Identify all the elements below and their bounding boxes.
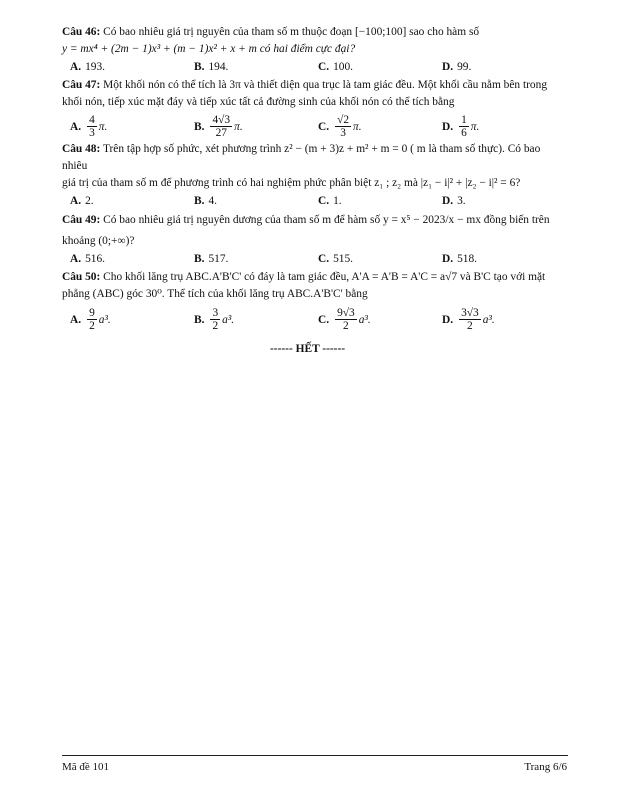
option-c[interactable] [318, 307, 442, 332]
option-c[interactable] [318, 251, 442, 267]
option-key: B. [194, 120, 205, 133]
numerator: 4√3 [212, 114, 231, 126]
option-value: 3. [457, 195, 466, 207]
option-key: D. [442, 253, 454, 265]
option-c[interactable] [318, 59, 442, 75]
question-47-line-1 [62, 77, 568, 94]
question-50-text-1: Cho khối lăng trụ ABC.A'B'C' có đáy là tam giác đều, A'A = A'B = A'C = a√7 và B'C tạo với mặt [103, 271, 546, 283]
question-48-line-2: giá trị của tham số m để phương trình có hai nghiệm phức phân biệt z₁ ; z₂ mà |z₁ − i|² + |z₂ − i|² = 6? [62, 177, 521, 189]
option-suffix: a³. [98, 313, 111, 326]
question-47-options [70, 114, 568, 139]
question-49-label: Câu 49: [62, 214, 101, 226]
question-47-label: Câu 47: [62, 79, 101, 91]
end-marker: ------ HẾT ------ [270, 343, 346, 355]
option-a[interactable] [70, 307, 194, 332]
question-46-line-2: y = mx⁴ + (2m − 1)x³ + (m − 1)x² + x + m có hai điểm cực đại? [62, 43, 356, 55]
option-value: 100. [333, 61, 354, 73]
option-key: D. [442, 120, 454, 133]
option-key: B. [194, 313, 205, 326]
numerator: 9 [89, 307, 95, 319]
denominator: 3 [340, 127, 346, 139]
option-key: B. [194, 61, 205, 73]
option-value: 4. [208, 195, 217, 207]
question-50 [62, 269, 568, 332]
question-49-line-1 [62, 212, 568, 229]
option-value: 194. [208, 61, 229, 73]
option-value: 517. [208, 253, 229, 265]
option-key: A. [70, 253, 82, 265]
fraction [459, 114, 469, 139]
option-b[interactable] [194, 114, 318, 139]
question-50-line-1 [62, 269, 568, 286]
option-d[interactable] [442, 193, 566, 209]
option-key: B. [194, 253, 205, 265]
option-value: 518. [457, 253, 478, 265]
option-suffix: a³. [222, 313, 235, 326]
option-key: A. [70, 313, 82, 326]
question-46-line-1 [62, 24, 568, 41]
question-46 [62, 24, 568, 75]
fraction [210, 114, 232, 139]
option-value: 193. [85, 61, 106, 73]
question-48-text-1: Trên tập hợp số phức, xét phương trình z² − (m + 3)z + m² + m = 0 ( m là tham số thực). Có bao nhiêu [62, 143, 541, 172]
option-a[interactable] [70, 251, 194, 267]
option-value: 516. [85, 253, 106, 265]
exam-page [62, 24, 568, 334]
numerator: √2 [337, 114, 350, 126]
question-47 [62, 77, 568, 139]
option-suffix: π. [234, 120, 243, 133]
option-b[interactable] [194, 251, 318, 267]
option-key: C. [318, 120, 330, 133]
option-key: D. [442, 313, 454, 326]
numerator: 3√3 [461, 307, 479, 319]
question-48 [62, 141, 568, 209]
option-suffix: a³. [358, 313, 371, 326]
numerator: 1 [461, 114, 467, 126]
option-value: 1. [333, 195, 342, 207]
option-suffix: a³. [482, 313, 495, 326]
option-key: C. [318, 61, 330, 73]
option-key: C. [318, 195, 330, 207]
option-b[interactable] [194, 59, 318, 75]
denominator: 2 [343, 320, 349, 332]
fraction [335, 307, 357, 332]
option-key: C. [318, 253, 330, 265]
question-46-label: Câu 46: [62, 26, 101, 38]
option-d[interactable] [442, 251, 566, 267]
numerator: 3 [212, 307, 219, 319]
question-50-options [70, 307, 568, 332]
fraction [335, 114, 351, 139]
option-a[interactable] [70, 114, 194, 139]
question-47-line-2: khối nón, tiếp xúc mặt đáy và tiếp xúc tất cả đường sinh của khối nón có thể tích bằng [62, 96, 455, 108]
denominator: 3 [89, 127, 95, 139]
option-c[interactable] [318, 114, 442, 139]
option-d[interactable] [442, 114, 566, 139]
option-value: 99. [457, 61, 472, 73]
option-key: A. [70, 195, 82, 207]
fraction [87, 307, 97, 332]
denominator: 27 [215, 127, 227, 139]
option-value: 2. [85, 195, 94, 207]
question-48-label: Câu 48: [62, 143, 101, 155]
denominator: 6 [461, 127, 467, 139]
option-key: C. [318, 313, 330, 326]
option-b[interactable] [194, 193, 318, 209]
numerator: 9√3 [337, 307, 355, 319]
question-49-line-2: khoảng (0;+∞)? [62, 235, 135, 247]
numerator: 4 [89, 114, 95, 126]
footer-divider [62, 755, 568, 756]
question-50-label: Câu 50: [62, 271, 101, 283]
option-suffix: π. [353, 120, 362, 133]
option-key: A. [70, 120, 82, 133]
question-47-text-1: Một khối nón có thể tích là 3π và thiết diện qua trục là tam giác đều. Một khối cầu nằm bên trong [103, 79, 548, 91]
question-48-line-1 [62, 141, 568, 175]
option-b[interactable] [194, 307, 318, 332]
option-a[interactable] [70, 59, 194, 75]
question-48-options [70, 193, 568, 209]
option-key: A. [70, 61, 82, 73]
option-a[interactable] [70, 193, 194, 209]
fraction [87, 114, 97, 139]
option-d[interactable] [442, 59, 566, 75]
page-number: Trang 6/6 [524, 761, 567, 773]
fraction [459, 307, 481, 332]
option-d[interactable] [442, 307, 566, 332]
option-suffix: π. [470, 120, 480, 133]
option-c[interactable] [318, 193, 442, 209]
exam-code: Mã đề 101 [62, 761, 110, 773]
denominator: 2 [212, 320, 219, 332]
denominator: 2 [467, 320, 473, 332]
option-key: D. [442, 195, 454, 207]
question-46-text-1: Có bao nhiêu giá trị nguyên của tham số m thuộc đoạn [−100;100] sao cho hàm số [103, 26, 480, 38]
fraction [210, 307, 220, 332]
option-key: B. [194, 195, 205, 207]
option-key: D. [442, 61, 454, 73]
question-49-options [70, 251, 568, 267]
question-46-options [70, 59, 568, 75]
option-suffix: π. [98, 120, 108, 133]
question-50-line-2: phẳng (ABC) góc 30⁰. Thể tích của khối lăng trụ ABC.A'B'C' bằng [62, 288, 368, 300]
option-value: 515. [333, 253, 354, 265]
question-49 [62, 212, 568, 267]
denominator: 2 [89, 320, 95, 332]
question-49-text-1: Có bao nhiêu giá trị nguyên dương của tham số m để hàm số y = x⁵ − 2023/x − mx đồng biến trên [103, 214, 550, 226]
